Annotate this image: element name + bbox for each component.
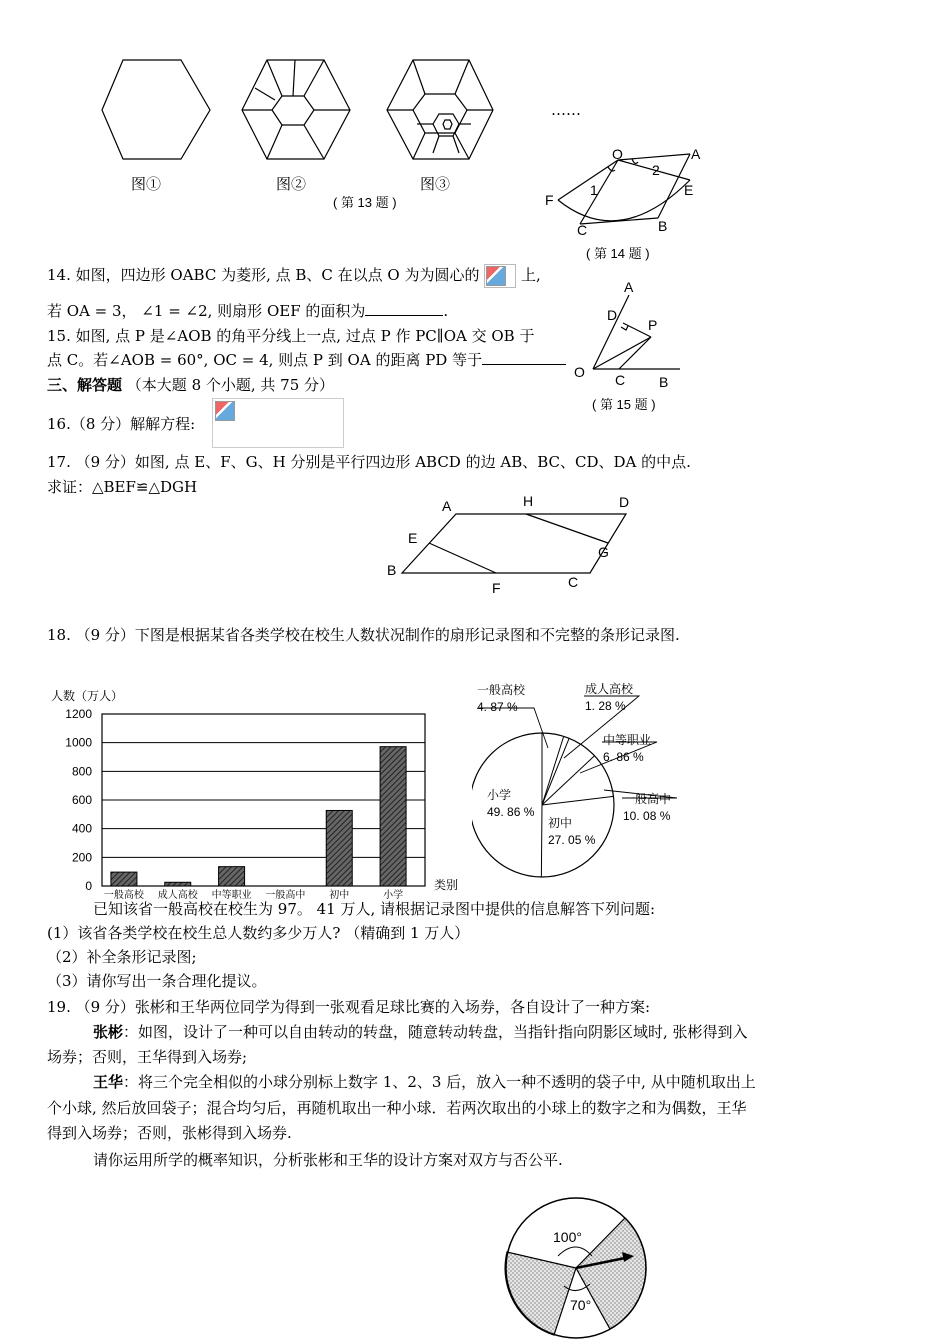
q19-wh-name: 王华 (93, 1073, 124, 1091)
q14-label-A: A (691, 146, 701, 162)
bar-chart-xlabel: 类别 (434, 878, 459, 892)
q17-label-C: C (568, 574, 579, 590)
bar-ytick-label: 1000 (65, 735, 92, 750)
q19-zb-line2: 场券；否则，王华得到入场券; (47, 1048, 248, 1066)
bar-1 (165, 882, 191, 886)
section3-heading (47, 375, 334, 395)
bar-category-label: 一般高中 (265, 890, 306, 900)
hexagon-fig1 (102, 60, 210, 159)
bar-category-label: 小学 (383, 890, 404, 900)
q14-label-E: E (684, 182, 694, 198)
bar-ytick-label: 800 (71, 764, 92, 779)
q13-caption: ( 第 13 题 ) (333, 195, 397, 210)
q15-line1: 15. 如图, 点 P 是∠AOB 的角平分线上一点, 过点 P 作 PC∥OA 交 OB 于 (47, 327, 535, 345)
q15-label-P: P (648, 317, 658, 333)
q15-label-D: D (607, 307, 618, 323)
q13-ellipsis: …… (551, 101, 581, 119)
q17-parallelogram-figure (390, 500, 640, 585)
q15-label-A: A (624, 279, 634, 295)
q15-angle-figure (585, 285, 680, 375)
q17-line1: 17. （9 分）如图, 点 E、F、G、H 分别是平行四边形 ABCD 的边 AB、BC、CD、DA 的中点. (47, 453, 691, 471)
bar-4 (326, 810, 352, 886)
q19-zb-line1 (93, 1022, 748, 1042)
bar-0 (111, 872, 137, 886)
q19-wh-line2: 个小球, 然后放回袋子；混合均匀后，再随机取出一种小球．若两次取出的小球上的数字之和为偶数，王华 (47, 1099, 747, 1117)
pie-value-zhongzhi: 6. 86 % (603, 750, 644, 764)
pie-leader-line (479, 708, 548, 748)
pie-value-chengren: 1. 28 % (585, 699, 626, 713)
q15-answer-blank[interactable] (482, 350, 566, 365)
q14-label-C: C (577, 222, 588, 238)
q14-line1-text: 14. 如图，四边形 OABC 为菱形, 点 B、C 在以点 O 为为圆心的 (47, 266, 480, 284)
broken-image-icon (486, 266, 506, 286)
q18-sub1: (1）该省各类学校在校生总人数约多少万人? （精确到 1 万人） (47, 924, 470, 942)
bar-ytick-label: 600 (71, 793, 92, 807)
q14-line2 (47, 301, 448, 321)
spinner-shaded-left (505, 1252, 576, 1335)
q18-line1: 18. （9 分）下图是根据某省各类学校在校生人数状况制作的扇形记录图和不完整的条形记录图. (47, 626, 680, 644)
bar-category-label: 成人高校 (157, 890, 198, 900)
pie-value-gaozhong: 10. 08 % (623, 809, 671, 823)
q15-label-B: B (659, 374, 669, 390)
spinner-angle-top: 100° (553, 1229, 582, 1245)
bar-category-label: 中等职业 (211, 890, 252, 900)
q17-label-F: F (492, 580, 501, 596)
pie-label-xiaoxue: 小学 (487, 788, 512, 802)
q14-label-1: 1 (590, 182, 598, 198)
pie-slice-boundary (542, 738, 569, 805)
q14-line1 (47, 264, 541, 288)
hexagon-fig3 (387, 60, 493, 159)
q19-spinner-figure (500, 1172, 652, 1344)
section3-note: （本大题 8 个小题, 共 75 分） (126, 376, 335, 394)
q14-answer-blank[interactable] (365, 301, 443, 316)
pie-value-gaoxiao: 4. 87 % (477, 700, 518, 714)
bar-chart (45, 685, 465, 900)
q13-fig1-label: 图① (131, 175, 162, 193)
spinner-angle-bottom: 70° (570, 1297, 592, 1313)
pie-value-chuzhong: 27. 05 % (548, 833, 596, 847)
pie-chart (472, 678, 692, 888)
broken-image-icon (215, 401, 235, 421)
pie-label-gaoxiao: 一般高校 (477, 683, 526, 697)
q19-wh-line3: 得到入场券；否则，张彬得到入场券. (47, 1124, 292, 1142)
q14-line2-end: . (443, 302, 449, 320)
q15-line2 (47, 350, 566, 370)
q17-label-D: D (619, 494, 630, 510)
bar-ytick-label: 0 (85, 879, 92, 893)
pie-slice-boundary (541, 805, 542, 877)
q17-label-E: E (408, 530, 418, 546)
q13-fig3-label: 图③ (420, 175, 451, 193)
q15-caption: ( 第 15 题 ) (592, 397, 656, 412)
q19-wh-line1 (93, 1072, 756, 1092)
q17-label-B: B (387, 562, 397, 578)
q15-label-O: O (574, 364, 585, 380)
q16-equation-image-placeholder (212, 398, 344, 448)
q18-sub3: （3）请你写出一条合理化提议。 (47, 972, 267, 990)
q17-label-H: H (523, 493, 534, 509)
bar-category-label: 初中 (329, 890, 350, 900)
bar-5 (380, 747, 406, 886)
q14-label-B: B (658, 218, 668, 234)
q17-label-G: G (598, 544, 609, 560)
section3-title: 三、解答题 (47, 376, 123, 394)
q19-line1: 19. （9 分）张彬和王华两位同学为得到一张观看足球比赛的入场券，各自设计了一种方案: (47, 998, 650, 1016)
q14-label-O: O (612, 146, 623, 162)
pie-value-xiaoxue: 49. 86 % (487, 805, 535, 819)
pie-label-gaozhong: 一般高中 (623, 792, 672, 806)
bar-2 (219, 867, 245, 886)
q18-info: 已知该省一般高校在校生为 97。 41 万人, 请根据记录图中提供的信息解答下列问题: (93, 900, 656, 918)
hexagon-fig2 (242, 60, 350, 159)
q19-wh-text1: ：将三个完全相似的小球分别标上数字 1、2、3 后，放入一种不透明的袋子中, 从中随机取出上 (123, 1073, 756, 1091)
pie-label-zhongzhi: 中等职业 (603, 733, 652, 747)
q19-ask: 请你运用所学的概率知识，分析张彬和王华的设计方案对双方与否公平. (93, 1151, 563, 1169)
q14-line1-end: 上, (521, 266, 541, 284)
q14-label-F: F (545, 192, 554, 208)
q19-zb-text1: ：如图，设计了一种可以自由转动的转盘，随意转动转盘，当指针指向阴影区域时, 张彬得到入 (123, 1023, 748, 1041)
q13-fig2-label: 图② (276, 175, 307, 193)
q16-text: 16.（8 分）解解方程: (47, 415, 196, 433)
bar-chart-ylabel: 人数（万人） (51, 689, 124, 703)
bar-chart-svg (45, 685, 465, 900)
q14-caption: ( 第 14 题 ) (586, 246, 650, 261)
bar-ytick-label: 400 (71, 821, 92, 836)
q15-line2-text: 点 C。若∠AOB = 60°, OC = 4, 则点 P 到 OA 的距离 PD 等于 (47, 351, 483, 369)
q14-label-2: 2 (652, 162, 660, 178)
q18-sub2: （2）补全条形记录图; (47, 948, 197, 966)
q17-label-A: A (442, 498, 452, 514)
q17-line2: 求证：△BEF≌△DGH (47, 478, 198, 496)
bar-category-label: 一般高校 (103, 890, 144, 900)
pie-label-chengren: 成人高校 (585, 682, 634, 696)
q13-hexagon-figures (95, 58, 515, 168)
pie-label-chuzhong: 初中 (548, 816, 573, 830)
q19-zb-name: 张彬 (93, 1023, 124, 1041)
q14-line2-text: 若 OA = 3， ∠1 = ∠2, 则扇形 OEF 的面积为 (47, 302, 366, 320)
bar-ytick-label: 200 (71, 850, 92, 865)
q14-arc-image-placeholder (484, 264, 516, 288)
bar-ytick-label: 1200 (65, 707, 92, 721)
q15-label-C: C (615, 372, 626, 388)
pie-slice-boundary (542, 796, 613, 805)
